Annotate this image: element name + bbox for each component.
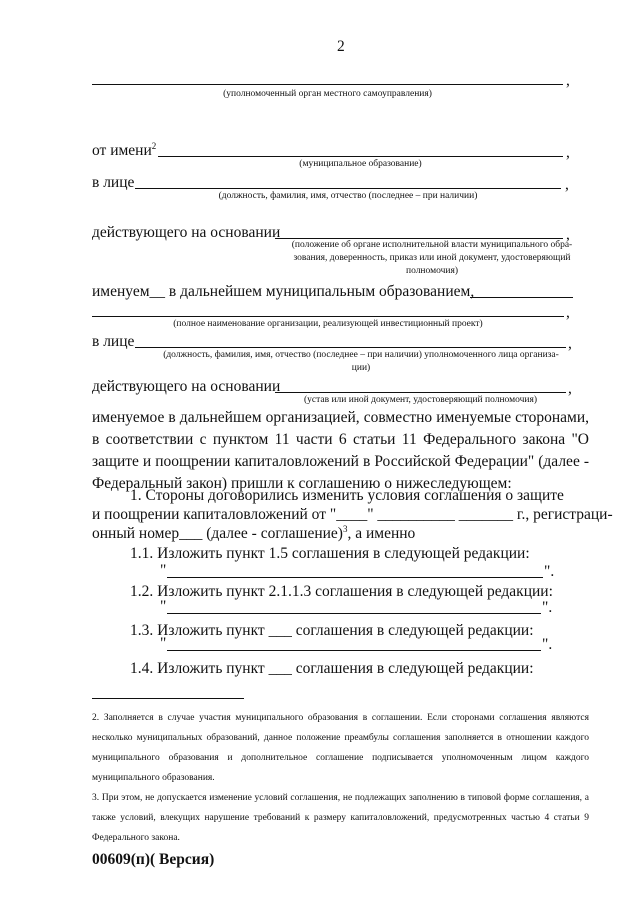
quote-open: " bbox=[160, 635, 167, 652]
comma: , bbox=[566, 144, 570, 161]
quote-close: ". bbox=[544, 563, 555, 580]
subitem-1-2: 1.2. Изложить пункт 2.1.1.3 соглашения в следующей редакции: bbox=[130, 583, 553, 600]
comma: , bbox=[566, 226, 570, 243]
organization-caption: (полное наименование организации, реализующей инвестиционный проект) bbox=[173, 319, 483, 329]
subitem-1-3-text-line[interactable] bbox=[167, 650, 541, 651]
in-person-label: в лице bbox=[92, 333, 135, 350]
basis-label: действующего на основании bbox=[92, 378, 281, 395]
quote-close: ". bbox=[542, 599, 553, 616]
document-code: 00609(п)( Версия) bbox=[92, 851, 215, 868]
page-number: 2 bbox=[337, 38, 345, 55]
item-1-line-2: и поощрении капиталовложений от "____" __________ _______ г., регистраци- bbox=[92, 506, 613, 523]
authority-caption: (уполномоченный орган местного самоуправления) bbox=[223, 89, 432, 99]
org-basis-line[interactable] bbox=[275, 392, 566, 393]
preamble-paragraph: именуемое в дальнейшем организацией, совместно именуемые сторонами, в соответствии с пунктом 11 части 6 статьи 11 Федерального закона "О защите и поощрении капиталовложений в Российской Федерации" (далее - Федеральный закон) пришли к соглашению о нижеследующем: bbox=[92, 409, 589, 492]
footnote-2: 2. Заполняется в случае участия муниципального образования в соглашении. Если сторонами соглашения являются несколько муниципальных образований, данное положение преамбулы соглашения заполняется в отношении каждого муниципального образования и дополнительное соглашение подписывается уполномоченным лицом каждого муниципального образования. bbox=[92, 713, 589, 783]
org-official-line[interactable] bbox=[135, 347, 566, 348]
subitem-1-1: 1.1. Изложить пункт 1.5 соглашения в следующей редакции: bbox=[130, 545, 530, 562]
comma: , bbox=[568, 335, 572, 352]
official-line[interactable] bbox=[135, 188, 561, 189]
named-municipality-label: именуем__ в дальнейшем муниципальным образованием, bbox=[92, 283, 475, 300]
quote-close: ". bbox=[542, 636, 553, 653]
footnote-ref-2: 2 bbox=[151, 140, 157, 151]
org-official-caption-1: (должность, фамилия, имя, отчество (последнее – при наличии) уполномоченного лица организа- bbox=[163, 350, 559, 360]
org-basis-caption: (устав или иной документ, удостоверяющий полномочия) bbox=[303, 395, 538, 405]
item-1-line-1: 1. Стороны договорились изменить условия соглашения о защите bbox=[130, 487, 564, 504]
footnote-separator bbox=[92, 698, 244, 699]
municipality-short-name-line[interactable] bbox=[470, 297, 573, 298]
basis-caption-1: (положение об органе исполнительной власти муниципального обра- bbox=[291, 240, 573, 250]
municipality-line[interactable] bbox=[158, 156, 563, 157]
municipality-caption: (муниципальное образование) bbox=[299, 159, 422, 169]
subitem-1-4: 1.4. Изложить пункт ___ соглашения в следующей редакции: bbox=[130, 660, 534, 677]
comma: , bbox=[566, 304, 570, 321]
subitem-1-1-text-line[interactable] bbox=[167, 577, 543, 578]
footnote-3: 3. При этом, не допускается изменение условий соглашения, не подлежащих заполнению в типовой форме соглашения, а также условий, влекущих нарушение требований к размеру капиталовложений, предусмотренных частью 4 статьи 9 Федерального закона. bbox=[92, 793, 589, 843]
comma: , bbox=[565, 176, 569, 193]
on-behalf-label: от имени$^2$ bbox=[92, 140, 157, 159]
basis-caption-2: зования, доверенность, приказ или иной документ, удостоверяющий bbox=[293, 253, 571, 263]
official-caption: (должность, фамилия, имя, отчество (последнее – при наличии) bbox=[218, 191, 478, 201]
authority-line[interactable] bbox=[92, 84, 563, 85]
subitem-1-3: 1.3. Изложить пункт ___ соглашения в следующей редакции: bbox=[130, 622, 534, 639]
comma: , bbox=[566, 72, 570, 89]
basis-label: действующего на основании bbox=[92, 224, 281, 241]
subitem-1-2-text-line[interactable] bbox=[167, 613, 541, 614]
comma: , bbox=[568, 380, 572, 397]
quote-open: " bbox=[160, 598, 167, 615]
item-1-line-3: онный номер___ (далее - соглашение)$^3$, а именно bbox=[92, 523, 416, 542]
footnote-ref-3: 3 bbox=[342, 523, 348, 534]
org-official-caption-2: ции) bbox=[351, 363, 371, 373]
organization-line[interactable] bbox=[92, 316, 564, 317]
quote-open: " bbox=[160, 562, 167, 579]
in-person-label: в лице bbox=[92, 174, 135, 191]
basis-caption-3: полномочия) bbox=[405, 266, 458, 276]
